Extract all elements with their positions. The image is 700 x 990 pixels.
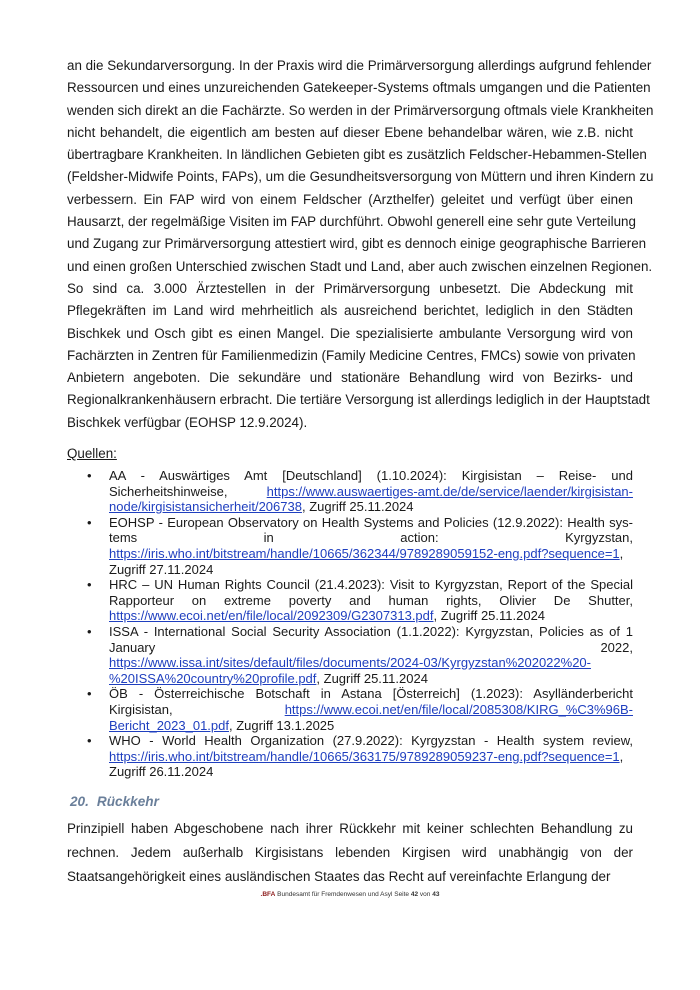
reference-line: [109, 577, 633, 593]
reference-text: , Zugriff 25.11.2024: [301, 499, 414, 515]
bullet: •: [87, 514, 92, 530]
text-line: Hausarzt, der regelmäßige Visiten im FAP durchführt. Obwohl generell eine sehr gute Verteilung: [67, 214, 636, 230]
reference-line: [109, 702, 633, 718]
footer-text: Bundesamt für Fremdenwesen und Asyl Seite: [277, 891, 410, 898]
reference-line: [109, 562, 633, 578]
text-line: und einen großen Unterschied zwischen Stadt und Land, aber auch zwischen einzelnen Regionen.: [67, 258, 653, 274]
reference-text: Kirgisistan,: [109, 701, 285, 717]
reference-line: [109, 499, 633, 515]
text-line: und Zugang zur Primärversorgung attestiert wird, gibt es dennoch einige geographische Barrieren: [67, 236, 647, 252]
reference-item: [67, 468, 633, 515]
body-paragraph: [67, 55, 654, 434]
reference-text: Sicherheitshinweise,: [109, 483, 267, 499]
reference-item: [67, 577, 633, 624]
reference-link[interactable]: https://www.ecoi.net/en/file/local/2092309/G2307313.pdf: [109, 608, 434, 624]
text-line: Regionalkrankenhäusern erbracht. Die tertiäre Versorgung ist allerdings lediglich in der Hauptstadt: [67, 392, 650, 408]
reference-line: [109, 484, 633, 500]
reference-line: [109, 733, 633, 749]
reference-text: ISSA - International Social Security Association (1.1.2022): Kyrgyzstan, Policies as of 1: [109, 623, 633, 639]
section-paragraph: [67, 817, 633, 889]
text-line: So sind ca. 3.000 Ärztestellen in der Primärversorgung unbesetzt. Die Abdeckung mit: [67, 280, 633, 296]
sources-label: Quellen:: [67, 446, 117, 461]
reference-item: [67, 686, 633, 733]
section-number: 20.: [70, 794, 89, 809]
reference-text: AA - Auswärtiges Amt [Deutschland] (1.10.2024): Kirgisistan – Reise- und: [109, 468, 633, 483]
reference-line: [109, 671, 633, 687]
reference-text: ÖB - Österreichische Botschaft in Astana [Österreich] (1.2023): Asylländerbericht: [109, 686, 633, 702]
page-total: 43: [432, 891, 440, 898]
bullet: •: [87, 468, 92, 483]
bullet: •: [87, 686, 92, 702]
reference-text: EOHSP - European Observatory on Health Systems and Policies (12.9.2022): Health sys-: [109, 514, 633, 530]
text-line: wenden sich direkt an die Fachärzte. So werden in der Primärversorgung oftmals viele Krankheiten: [67, 102, 654, 118]
reference-text: ,: [619, 545, 624, 561]
reference-link[interactable]: node/kirgisistansicherheit/206738: [109, 499, 302, 515]
section-heading: [70, 794, 167, 810]
text-line: nicht behandelt, die eigentlich am besten auf dieser Ebene behandelbar wären, wie z.B. nicht: [67, 124, 633, 140]
reference-line: [109, 686, 633, 702]
bullet: •: [87, 733, 92, 749]
reference-link[interactable]: https://iris.who.int/bitstream/handle/10665/363175/9789289059237-eng.pdf?sequence=1: [109, 748, 620, 764]
references-list: [67, 468, 633, 780]
reference-link[interactable]: %20ISSA%20country%20profile.pdf: [109, 670, 317, 686]
reference-text: Rapporteur on extreme poverty and human rights, Olivier De Shutter,: [109, 592, 633, 608]
reference-line: [109, 515, 633, 531]
text-line: Anbietern angeboten. Die sekundäre und stationäre Behandlung wird von Bezirks- und: [67, 370, 633, 386]
reference-text: ,: [619, 748, 624, 764]
reference-text: Zugriff 27.11.2024: [109, 561, 214, 577]
reference-line: [109, 718, 633, 734]
text-line: rechnen. Jedem außerhalb Kirgisistans lebenden Kirgisen wird unabhängig von der: [67, 845, 633, 860]
bullet: •: [87, 623, 92, 639]
reference-item: [67, 515, 633, 577]
reference-link[interactable]: https://www.ecoi.net/en/file/local/2085308/KIRG_%C3%96B-: [284, 701, 633, 717]
reference-text: , Zugriff 25.11.2024: [316, 670, 428, 686]
reference-text: Zugriff 26.11.2024: [109, 764, 214, 780]
text-line: an die Sekundarversorgung. In der Praxis wird die Primärversorgung allerdings aufgrund fehlender: [67, 58, 652, 73]
reference-line: [109, 546, 633, 562]
reference-line: [109, 593, 633, 609]
reference-text: , Zugriff 13.1.2025: [228, 717, 335, 733]
text-line: (Feldsher-Midwife Points, FAPs), um die Gesundheitsversorgung von Müttern und ihren Kindern zu: [67, 169, 654, 185]
reference-line: [109, 655, 633, 671]
reference-link[interactable]: https://www.auswaertiges-amt.de/de/service/laender/kirgisistan-: [266, 483, 633, 499]
page-number: 42: [410, 891, 419, 898]
text-line: Fachärzten in Zentren für Familienmedizin (Family Medicine Centres, FMCs) sowie von privaten: [67, 347, 636, 363]
reference-item: [67, 733, 633, 780]
bfa-logo: .BFA: [260, 891, 276, 898]
reference-text: WHO - World Health Organization (27.9.2022): Kyrgyzstan - Health system review,: [109, 733, 633, 749]
reference-line: [109, 640, 633, 656]
footer-of: von: [419, 891, 431, 898]
text-line: Bischkek und Osch gibt es einen Mangel. Die spezialisierte ambulante Versorgung wird von: [67, 325, 633, 341]
text-line: verbessern. Ein FAP wird von einem Feldscher (Arzthelfer) geleitet und verfügt über einen: [67, 191, 633, 207]
reference-line: [109, 468, 633, 484]
reference-text: January 2022,: [109, 639, 633, 655]
text-line: Prinzipiell haben Abgeschobene nach ihrer Rückkehr mit keiner schlechten Behandlung zu: [67, 821, 633, 836]
reference-text: tems in action: Kyrgyzstan,: [109, 530, 633, 546]
reference-line: [109, 749, 633, 765]
reference-line: [109, 530, 633, 546]
text-line: Pflegekräften im Land wird mehrheitlich als ausreichend berichtet, lediglich in den Städten: [67, 303, 633, 319]
text-line: Bischkek verfügbar (EOHSP 12.9.2024).: [67, 414, 308, 430]
page-footer: [0, 891, 700, 899]
reference-line: [109, 764, 633, 780]
bullet: •: [87, 577, 92, 593]
reference-link[interactable]: https://iris.who.int/bitstream/handle/10665/362344/9789289059152-eng.pdf?sequence=1: [109, 545, 620, 561]
reference-text: HRC – UN Human Rights Council (21.4.2023): Visit to Kyrgyzstan, Report of the Special: [109, 577, 633, 593]
reference-item: [67, 624, 633, 686]
reference-link[interactable]: Bericht_2023_01.pdf: [109, 717, 229, 733]
section-title: Rückkehr: [96, 794, 159, 809]
reference-text: , Zugriff 25.11.2024: [433, 608, 546, 624]
reference-line: [109, 624, 633, 640]
text-line: übertragbare Krankheiten. In ländlichen Gebieten gibt es zusätzlich Feldscher-Hebammen-Stellen: [67, 147, 647, 163]
text-line: Staatsangehörigkeit eines ausländischen Staates das Recht auf vereinfachte Erlangung der: [67, 869, 611, 884]
text-line: Ressourcen und eines unzureichenden Gatekeeper-Systems oftmals umgangen und die Patienten: [67, 80, 651, 96]
reference-line: [109, 608, 633, 624]
reference-link[interactable]: https://www.issa.int/sites/default/files/documents/2024-03/Kyrgyzstan%202022%20-: [109, 655, 591, 671]
